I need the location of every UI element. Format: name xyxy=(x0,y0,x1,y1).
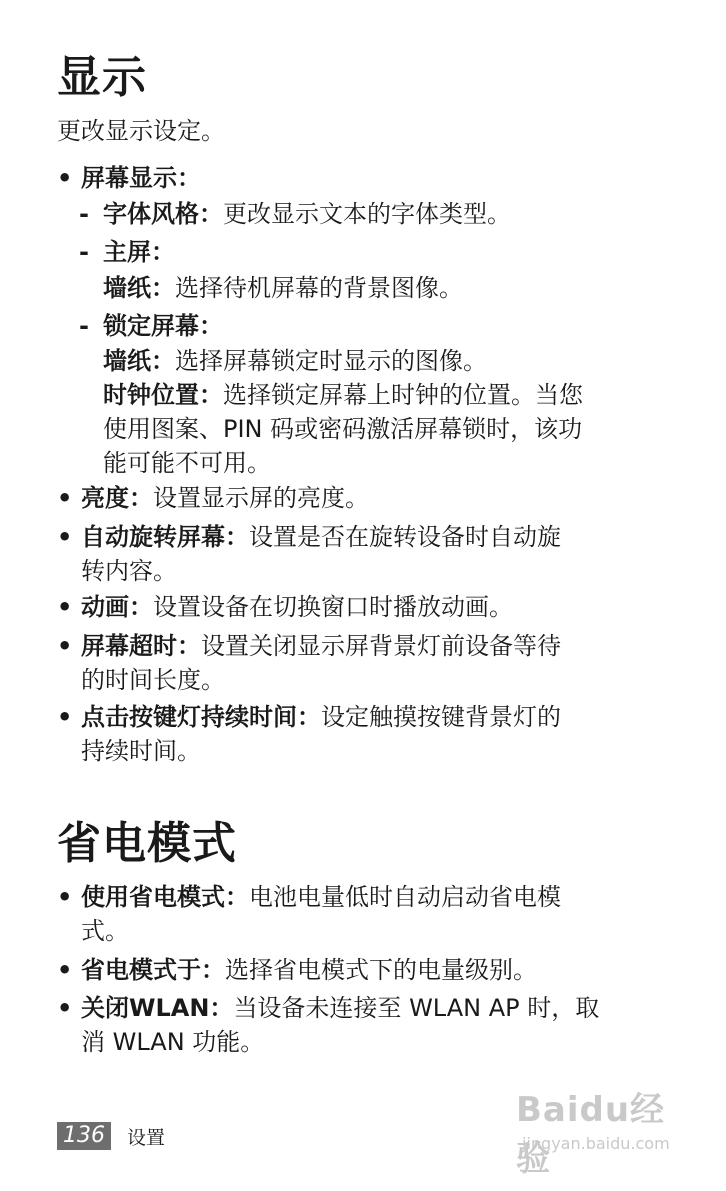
bullet-glyph: • xyxy=(57,593,73,621)
dash-glyph: - xyxy=(79,200,89,228)
page-number: 136 xyxy=(57,1122,111,1150)
bullet-label: 动画： xyxy=(81,593,153,621)
bullet-turn-off-wlan xyxy=(57,991,669,1059)
para-label: 墙纸： xyxy=(103,274,175,302)
para-desc: 选择屏幕锁定时显示的图像。 xyxy=(175,347,487,375)
bullet-label: 亮度： xyxy=(81,484,153,512)
bullet-auto-rotate xyxy=(57,520,669,588)
bullet-screen-display xyxy=(57,161,669,195)
power-saving-section-title: 省电模式 xyxy=(57,818,237,869)
bullet-desc: 设定触摸按键背景灯的 xyxy=(321,703,561,731)
baidu-watermark xyxy=(516,1076,686,1179)
bullet-desc: 式。 xyxy=(81,917,129,945)
bullet-label: 屏幕超时： xyxy=(81,632,201,660)
subitem-lock-screen xyxy=(79,309,669,343)
bullet-label: 屏幕显示： xyxy=(81,164,201,192)
dash-glyph: - xyxy=(79,238,89,266)
bullet-brightness xyxy=(57,481,669,515)
bullet-desc: 电池电量低时自动启动省电模 xyxy=(249,883,561,911)
subitem-label: 主屏： xyxy=(103,238,175,266)
footer-section-label: 设置 xyxy=(127,1126,166,1149)
bullet-use-power-saving xyxy=(57,880,669,948)
bullet-power-saving-level xyxy=(57,953,669,987)
bullet-desc: 设置关闭显示屏背景灯前设备等待 xyxy=(201,632,561,660)
bullet-label: 自动旋转屏幕： xyxy=(81,523,249,551)
bullet-label: 点击按键灯持续时间： xyxy=(81,703,321,731)
subitem-home-screen xyxy=(79,235,669,269)
subitem-desc: 更改显示文本的字体类型。 xyxy=(223,200,511,228)
watermark-logo: Baidu经验 xyxy=(516,1090,666,1179)
bullet-label: 使用省电模式： xyxy=(81,883,249,911)
bullet-desc: 设置是否在旋转设备时自动旋 xyxy=(249,523,561,551)
bullet-desc: 选择省电模式下的电量级别。 xyxy=(225,956,537,984)
para-desc: 使用图案、PIN 码或密码激活屏幕锁时，该功 xyxy=(103,415,583,443)
home-wallpaper-line xyxy=(103,271,669,305)
bullet-glyph: • xyxy=(57,883,73,911)
subitem-label: 锁定屏幕： xyxy=(103,312,223,340)
subitem-font-style xyxy=(79,197,669,231)
para-desc: 选择锁定屏幕上时钟的位置。当您 xyxy=(223,381,583,409)
bullet-animation xyxy=(57,590,669,624)
bullet-desc: 设置设备在切换窗口时播放动画。 xyxy=(153,593,513,621)
bullet-glyph: • xyxy=(57,703,73,731)
page-footer xyxy=(57,1121,165,1151)
bullet-glyph: • xyxy=(57,632,73,660)
para-label: 墙纸： xyxy=(103,347,175,375)
bullet-label: 关闭WLAN： xyxy=(81,994,234,1022)
bullet-key-light xyxy=(57,700,669,768)
bullet-glyph: • xyxy=(57,523,73,551)
bullet-glyph: • xyxy=(57,956,73,984)
watermark-url: jingyan.baidu.com xyxy=(522,1134,670,1153)
display-section-title: 显示 xyxy=(57,52,147,103)
bullet-screen-timeout xyxy=(57,629,669,697)
bullet-label: 省电模式于： xyxy=(81,956,225,984)
bullet-glyph: • xyxy=(57,164,73,192)
bullet-desc: 消 WLAN 功能。 xyxy=(81,1028,265,1056)
bullet-desc: 持续时间。 xyxy=(81,737,201,765)
para-desc: 能可能不可用。 xyxy=(103,449,271,477)
para-label: 时钟位置： xyxy=(103,381,223,409)
bullet-glyph: • xyxy=(57,484,73,512)
subitem-label: 字体风格： xyxy=(103,200,223,228)
bullet-glyph: • xyxy=(57,994,73,1022)
clock-position-block xyxy=(103,378,669,480)
lock-wallpaper-line xyxy=(103,344,669,378)
para-desc: 选择待机屏幕的背景图像。 xyxy=(175,274,463,302)
dash-glyph: - xyxy=(79,312,89,340)
bullet-desc: 当设备未连接至 WLAN AP 时，取 xyxy=(233,994,600,1022)
bullet-desc: 的时间长度。 xyxy=(81,666,225,694)
display-intro: 更改显示设定。 xyxy=(57,117,225,145)
bullet-desc: 转内容。 xyxy=(81,557,177,585)
bullet-desc: 设置显示屏的亮度。 xyxy=(153,484,369,512)
